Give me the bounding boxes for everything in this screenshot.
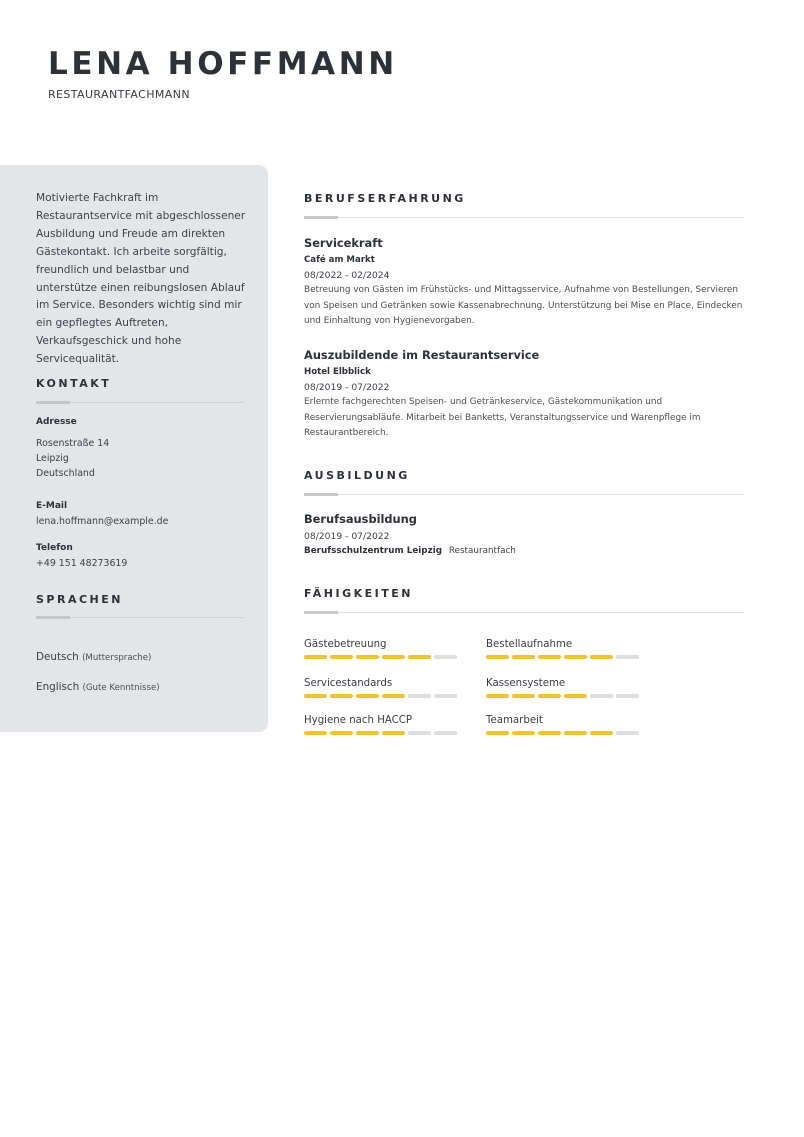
- sidebar: [0, 165, 268, 732]
- skill-segment-filled: [538, 731, 561, 735]
- skill-segment-filled: [486, 694, 509, 698]
- skill-segment-empty: [434, 655, 457, 659]
- skill-segment-filled: [512, 655, 535, 659]
- skill-segment-filled: [356, 655, 379, 659]
- skill-segment-filled: [304, 694, 327, 698]
- contact-heading: KONTAKT: [36, 377, 112, 390]
- skill-rating-bar: [304, 694, 464, 698]
- job-company: Café am Markt: [304, 255, 375, 265]
- skill-segment-filled: [590, 655, 613, 659]
- skill-segment-empty: [408, 731, 431, 735]
- candidate-job-title: RESTAURANTFACHMANN: [48, 88, 190, 101]
- skill-item: [486, 639, 646, 659]
- skill-segment-empty: [616, 694, 639, 698]
- skill-rating-bar: [486, 694, 646, 698]
- language-item: [36, 681, 160, 693]
- skill-segment-filled: [356, 731, 379, 735]
- skill-rating-bar: [304, 655, 464, 659]
- skill-item: [304, 678, 464, 698]
- language-item: [36, 651, 151, 663]
- skill-segment-filled: [356, 694, 379, 698]
- skill-item: [486, 715, 646, 735]
- education-dates: 08/2019 - 07/2022: [304, 531, 390, 542]
- skill-segment-filled: [538, 655, 561, 659]
- skill-rating-bar: [304, 731, 464, 735]
- profile-summary: Motivierte Fachkraft im Restaurantservice mit abgeschlossener Ausbildung und Freude am direkten Gästekontakt. Ich arbeite sorgfältig, freundlich und belastbar und unterstütze einen reibungslosen Ablauf im Service. Besonders wichtig sind mir ein gepflegtes Auftreten, Verkaufsgeschick und hohe Servicequalität.: [36, 192, 246, 366]
- contact-divider: [36, 402, 244, 403]
- school-name: Berufsschulzentrum Leipzig: [304, 546, 443, 556]
- skills-divider: [304, 612, 744, 613]
- phone-label: Telefon: [36, 543, 73, 553]
- skill-name: Gästebetreuung: [304, 639, 387, 650]
- skill-segment-filled: [330, 731, 353, 735]
- skill-segment-filled: [564, 655, 587, 659]
- skill-segment-filled: [408, 655, 431, 659]
- skill-name: Servicestandards: [304, 678, 393, 689]
- skill-item: [304, 639, 464, 659]
- address-line: Leipzig: [36, 453, 69, 464]
- skill-name: Teamarbeit: [486, 715, 543, 726]
- skill-segment-filled: [590, 731, 613, 735]
- address-label: Adresse: [36, 417, 77, 427]
- languages-heading: SPRACHEN: [36, 593, 123, 606]
- education-heading: AUSBILDUNG: [304, 469, 410, 482]
- skill-name: Kassensysteme: [486, 678, 566, 689]
- skill-segment-filled: [564, 731, 587, 735]
- skill-segment-filled: [486, 731, 509, 735]
- email-value[interactable]: lena.hoffmann@example.de: [36, 516, 169, 527]
- language-level: (Gute Kenntnisse): [82, 683, 160, 693]
- skill-segment-filled: [382, 655, 405, 659]
- skill-segment-empty: [590, 694, 613, 698]
- skill-segment-empty: [408, 694, 431, 698]
- skill-segment-filled: [564, 694, 587, 698]
- address-line: Rosenstraße 14: [36, 438, 110, 449]
- skill-rating-bar: [486, 731, 646, 735]
- skill-segment-filled: [382, 731, 405, 735]
- skill-rating-bar: [486, 655, 646, 659]
- job-dates: 08/2022 - 02/2024: [304, 270, 390, 281]
- skill-name: Hygiene nach HACCP: [304, 715, 413, 726]
- skills-heading: FÄHIGKEITEN: [304, 587, 413, 600]
- phone-value[interactable]: +49 151 48273619: [36, 558, 128, 569]
- skill-segment-filled: [330, 694, 353, 698]
- email-label: E-Mail: [36, 501, 68, 511]
- skill-segment-empty: [434, 731, 457, 735]
- skill-segment-empty: [616, 655, 639, 659]
- candidate-name: LENA HOFFMANN: [48, 46, 398, 82]
- skill-segment-filled: [330, 655, 353, 659]
- job-description: Betreuung von Gästen im Frühstücks- und Mittagsservice, Aufnahme von Bestellungen, Servieren von Speisen und Getränken sowie Kassenabrechnung. Unterstützung bei Mise en Place, Eindecken und Einhaltung von Hygienevorgaben.: [304, 285, 743, 327]
- skill-segment-filled: [382, 694, 405, 698]
- education-divider: [304, 494, 744, 495]
- job-dates: 08/2019 - 07/2022: [304, 382, 390, 393]
- school-field: Restaurantfach: [448, 546, 516, 556]
- language-name: Englisch: [36, 681, 80, 693]
- skill-item: [304, 715, 464, 735]
- job-company: Hotel Elbblick: [304, 367, 371, 377]
- job-title: Auszubildende im Restaurantservice: [304, 348, 540, 362]
- skill-segment-filled: [304, 731, 327, 735]
- job-title: Servicekraft: [304, 236, 383, 250]
- skill-name: Bestellaufnahme: [486, 639, 573, 650]
- experience-heading: BERUFSERFAHRUNG: [304, 192, 466, 205]
- skill-segment-empty: [616, 731, 639, 735]
- language-name: Deutsch: [36, 651, 79, 663]
- experience-divider: [304, 217, 744, 218]
- education-school: [304, 546, 516, 556]
- language-level: (Muttersprache): [82, 653, 152, 663]
- skill-segment-filled: [486, 655, 509, 659]
- address-line: Deutschland: [36, 468, 95, 479]
- education-title: Berufsausbildung: [304, 512, 417, 526]
- skill-segment-filled: [512, 694, 535, 698]
- skill-segment-filled: [538, 694, 561, 698]
- job-description: Erlernte fachgerechten Speisen- und Getränkeservice, Gästekommunikation und Reservierungsabläufe. Mitarbeit bei Banketts, Veranstaltungsservice und Warenpflege im Restaurantbereich.: [304, 397, 701, 439]
- skill-item: [486, 678, 646, 698]
- skill-segment-empty: [434, 694, 457, 698]
- languages-divider: [36, 617, 244, 618]
- skill-segment-filled: [304, 655, 327, 659]
- skill-segment-filled: [512, 731, 535, 735]
